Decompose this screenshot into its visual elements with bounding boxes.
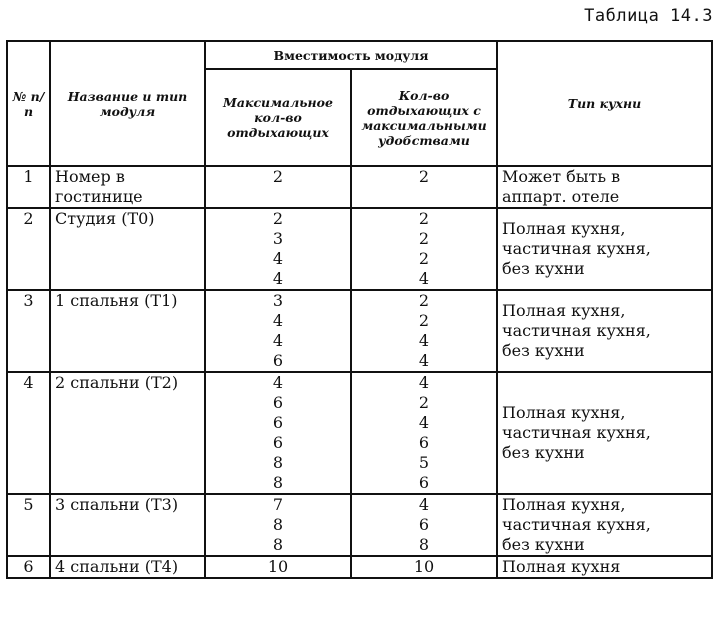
- max-guests-value: 8: [272, 453, 284, 472]
- kitchen-type-line: частичная кухня,: [502, 423, 651, 442]
- kitchen-type-line: аппарт. отеле: [502, 187, 620, 206]
- table-row: [7, 290, 712, 372]
- comfort-guests-value: 6: [418, 515, 430, 534]
- comfort-guests-value: 5: [418, 453, 430, 472]
- module-table: [6, 40, 713, 579]
- comfort-guests-cell: [351, 372, 497, 494]
- max-guests-value: 8: [272, 473, 284, 492]
- max-guests-value: 8: [272, 515, 284, 534]
- table-row: [7, 556, 712, 578]
- max-guests-value: 3: [272, 291, 284, 310]
- comfort-guests-value: 2: [418, 229, 430, 248]
- kitchen-type-line: без кухни: [502, 341, 585, 360]
- comfort-guests-value: 2: [418, 393, 430, 412]
- max-guests-value: 3: [272, 229, 284, 248]
- module-name: Студия (Т0): [50, 208, 205, 290]
- kitchen-type-line: Полная кухня: [502, 557, 621, 576]
- header-kitchen: Тип кухни: [497, 41, 712, 166]
- max-guests-value: 4: [272, 249, 284, 268]
- comfort-guests-value: 4: [418, 495, 430, 514]
- kitchen-type-line: Полная кухня,: [502, 495, 626, 514]
- header-name: Название и тип модуля: [50, 41, 205, 166]
- max-guests-value: 4: [272, 311, 284, 330]
- max-guests-value: 6: [272, 413, 284, 432]
- comfort-guests-value: 2: [418, 209, 430, 228]
- table-row: [7, 494, 712, 556]
- max-guests-value: 7: [272, 495, 284, 514]
- kitchen-type-line: частичная кухня,: [502, 239, 651, 258]
- comfort-guests-cell: [351, 166, 497, 208]
- kitchen-type-cell: [497, 556, 712, 578]
- comfort-guests-value: 4: [418, 331, 430, 350]
- max-guests-value: 4: [272, 331, 284, 350]
- comfort-guests-cell: [351, 208, 497, 290]
- row-num: 6: [7, 556, 50, 578]
- kitchen-type-line: без кухни: [502, 259, 585, 278]
- max-guests-cell: [205, 166, 351, 208]
- max-guests-value: 4: [272, 269, 284, 288]
- max-guests-value: 6: [272, 351, 284, 370]
- kitchen-type-cell: [497, 208, 712, 290]
- max-guests-value: 6: [272, 393, 284, 412]
- header-max: Максимальное кол-во отдыхающих: [205, 69, 351, 166]
- comfort-guests-value: 4: [418, 373, 430, 392]
- kitchen-type-cell: [497, 494, 712, 556]
- kitchen-type-line: без кухни: [502, 535, 585, 554]
- kitchen-type-line: частичная кухня,: [502, 321, 651, 340]
- comfort-guests-value: 2: [418, 249, 430, 268]
- comfort-guests-value: 2: [418, 311, 430, 330]
- comfort-guests-cell: [351, 556, 497, 578]
- max-guests-value: 2: [272, 167, 284, 186]
- table-row: [7, 208, 712, 290]
- comfort-guests-value: 2: [418, 167, 430, 186]
- comfort-guests-value: 4: [418, 413, 430, 432]
- kitchen-type-cell: [497, 290, 712, 372]
- module-name: 4 спальни (Т4): [50, 556, 205, 578]
- max-guests-value: 6: [272, 433, 284, 452]
- module-name: 3 спальни (Т3): [50, 494, 205, 556]
- header-capacity: Вместимость модуля: [205, 41, 497, 69]
- comfort-guests-cell: [351, 290, 497, 372]
- row-num: 5: [7, 494, 50, 556]
- comfort-guests-value: 10: [413, 557, 435, 576]
- max-guests-cell: [205, 372, 351, 494]
- table-row: [7, 372, 712, 494]
- kitchen-type-cell: [497, 166, 712, 208]
- max-guests-cell: [205, 290, 351, 372]
- kitchen-type-line: Полная кухня,: [502, 301, 626, 320]
- module-name: 1 спальня (Т1): [50, 290, 205, 372]
- max-guests-cell: [205, 556, 351, 578]
- max-guests-cell: [205, 494, 351, 556]
- kitchen-type-cell: [497, 372, 712, 494]
- row-num: 3: [7, 290, 50, 372]
- kitchen-type-line: Полная кухня,: [502, 219, 626, 238]
- kitchen-type-line: Полная кухня,: [502, 403, 626, 422]
- max-guests-value: 2: [272, 209, 284, 228]
- header-comfort: Кол-во отдыхающих с максимальными удобствами: [351, 69, 497, 166]
- table-caption: Таблица 14.3: [584, 6, 713, 26]
- row-num: 2: [7, 208, 50, 290]
- kitchen-type-line: без кухни: [502, 443, 585, 462]
- row-num: 1: [7, 166, 50, 208]
- max-guests-value: 8: [272, 535, 284, 554]
- comfort-guests-value: 8: [418, 535, 430, 554]
- max-guests-cell: [205, 208, 351, 290]
- comfort-guests-value: 2: [418, 291, 430, 310]
- module-name: Номер в гостинице: [50, 166, 205, 208]
- table-row: [7, 166, 712, 208]
- module-name: 2 спальни (Т2): [50, 372, 205, 494]
- comfort-guests-cell: [351, 494, 497, 556]
- comfort-guests-value: 4: [418, 269, 430, 288]
- max-guests-value: 4: [272, 373, 284, 392]
- comfort-guests-value: 6: [418, 433, 430, 452]
- comfort-guests-value: 4: [418, 351, 430, 370]
- row-num: 4: [7, 372, 50, 494]
- max-guests-value: 10: [267, 557, 289, 576]
- kitchen-type-line: частичная кухня,: [502, 515, 651, 534]
- header-num: № п/п: [7, 41, 50, 166]
- kitchen-type-line: Может быть в: [502, 167, 621, 186]
- comfort-guests-value: 6: [418, 473, 430, 492]
